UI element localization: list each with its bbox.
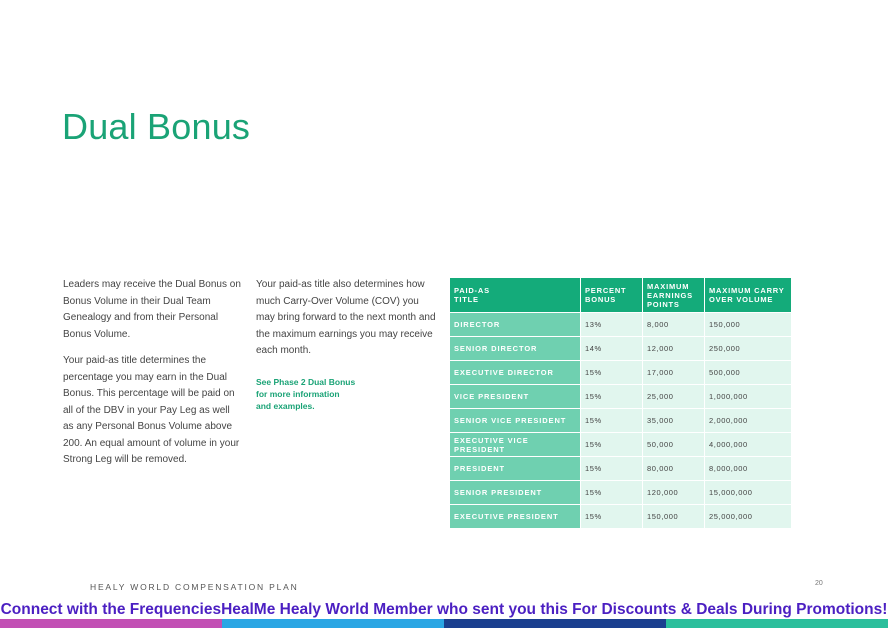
promo-banner-text: Connect with the FrequenciesHealMe Healy World Member who sent you this For Discounts & Deals During Promotions!: [0, 601, 888, 618]
title-cell: EXECUTIVE VICE PRESIDENT: [450, 433, 581, 457]
header-text: OVER VOLUME: [709, 295, 774, 304]
percent-cell: 15%: [581, 409, 643, 433]
percent-cell: 15%: [581, 505, 643, 529]
table-row: [450, 409, 792, 433]
header-text: EARNINGS: [647, 290, 693, 300]
points-cell: 50,000: [643, 433, 705, 457]
title-cell: EXECUTIVE PRESIDENT: [450, 505, 581, 529]
header-max-earnings: [643, 278, 705, 313]
stripe-segment: [444, 619, 666, 628]
title-cell: SENIOR VICE PRESIDENT: [450, 409, 581, 433]
title-cell: SENIOR DIRECTOR: [450, 337, 581, 361]
table-row: [450, 505, 792, 529]
dual-bonus-table: [449, 277, 792, 529]
carry-over-paragraph: Your paid-as title also determines how much Carry-Over Volume (COV) you may bring forward to the next month and the maximum earnings you may receive each month.: [256, 279, 436, 356]
header-paid-as-title: [450, 278, 581, 313]
table-row: [450, 385, 792, 409]
points-cell: 35,000: [643, 409, 705, 433]
title-cell: EXECUTIVE DIRECTOR: [450, 361, 581, 385]
header-text: TITLE: [454, 295, 479, 304]
carry-cell: 15,000,000: [705, 481, 792, 505]
header-text: POINTS: [647, 299, 680, 309]
percent-cell: 14%: [581, 337, 643, 361]
percent-cell: 15%: [581, 361, 643, 385]
header-percent-bonus: [581, 278, 643, 313]
carry-cell: 150,000: [705, 313, 792, 337]
carry-cell: 1,000,000: [705, 385, 792, 409]
note-line-2: for more information: [256, 388, 340, 399]
stripe-segment: [222, 619, 444, 628]
page-number: 20: [815, 580, 823, 587]
table-row: [450, 337, 792, 361]
percent-cell: 15%: [581, 385, 643, 409]
carry-cell: 8,000,000: [705, 457, 792, 481]
phase-2-note: [256, 376, 436, 412]
note-line-1: See Phase 2 Dual Bonus: [256, 376, 356, 387]
stripe-segment: [666, 619, 888, 628]
percent-cell: 13%: [581, 313, 643, 337]
title-cell: SENIOR PRESIDENT: [450, 481, 581, 505]
note-line-3: and examples.: [256, 400, 315, 411]
carry-cell: 500,000: [705, 361, 792, 385]
points-cell: 80,000: [643, 457, 705, 481]
carry-cell: 25,000,000: [705, 505, 792, 529]
points-cell: 8,000: [643, 313, 705, 337]
table-row: [450, 361, 792, 385]
carry-cell: 250,000: [705, 337, 792, 361]
header-text: PAID-AS: [454, 286, 490, 295]
percent-cell: 15%: [581, 457, 643, 481]
title-cell: PRESIDENT: [450, 457, 581, 481]
header-text: MAXIMUM: [647, 281, 690, 291]
intro-paragraph-1: Leaders may receive the Dual Bonus on Bonus Volume in their Dual Team Genealogy and from their Personal Bonus Volume.: [63, 279, 241, 340]
table-row: [450, 433, 792, 457]
points-cell: 17,000: [643, 361, 705, 385]
percent-cell: 15%: [581, 481, 643, 505]
intro-column: [63, 277, 243, 479]
carry-cell: 2,000,000: [705, 409, 792, 433]
header-max-carry-over: [705, 278, 792, 313]
header-text: BONUS: [585, 295, 617, 304]
points-cell: 150,000: [643, 505, 705, 529]
page-title: Dual Bonus: [62, 106, 251, 147]
title-cell: VICE PRESIDENT: [450, 385, 581, 409]
title-cell: DIRECTOR: [450, 313, 581, 337]
carry-over-column: [256, 277, 436, 412]
table-row: [450, 457, 792, 481]
table-row: [450, 481, 792, 505]
table-row: [450, 313, 792, 337]
table-header-row: [450, 278, 792, 313]
points-cell: 25,000: [643, 385, 705, 409]
color-stripe-bar: [0, 619, 888, 628]
points-cell: 12,000: [643, 337, 705, 361]
intro-paragraph-2: Your paid-as title determines the percentage you may earn in the Dual Bonus. This percentage will be paid on all of the DBV in your Pay Leg as well as any Personal Bonus Volume above 200. An equal amount of volume in your Strong Leg will be removed.: [63, 355, 240, 465]
footer-plan-name: HEALY WORLD COMPENSATION PLAN: [90, 582, 299, 592]
header-text: PERCENT: [585, 286, 627, 295]
stripe-segment: [0, 619, 222, 628]
carry-cell: 4,000,000: [705, 433, 792, 457]
header-text: MAXIMUM CARRY: [709, 286, 785, 295]
points-cell: 120,000: [643, 481, 705, 505]
percent-cell: 15%: [581, 433, 643, 457]
